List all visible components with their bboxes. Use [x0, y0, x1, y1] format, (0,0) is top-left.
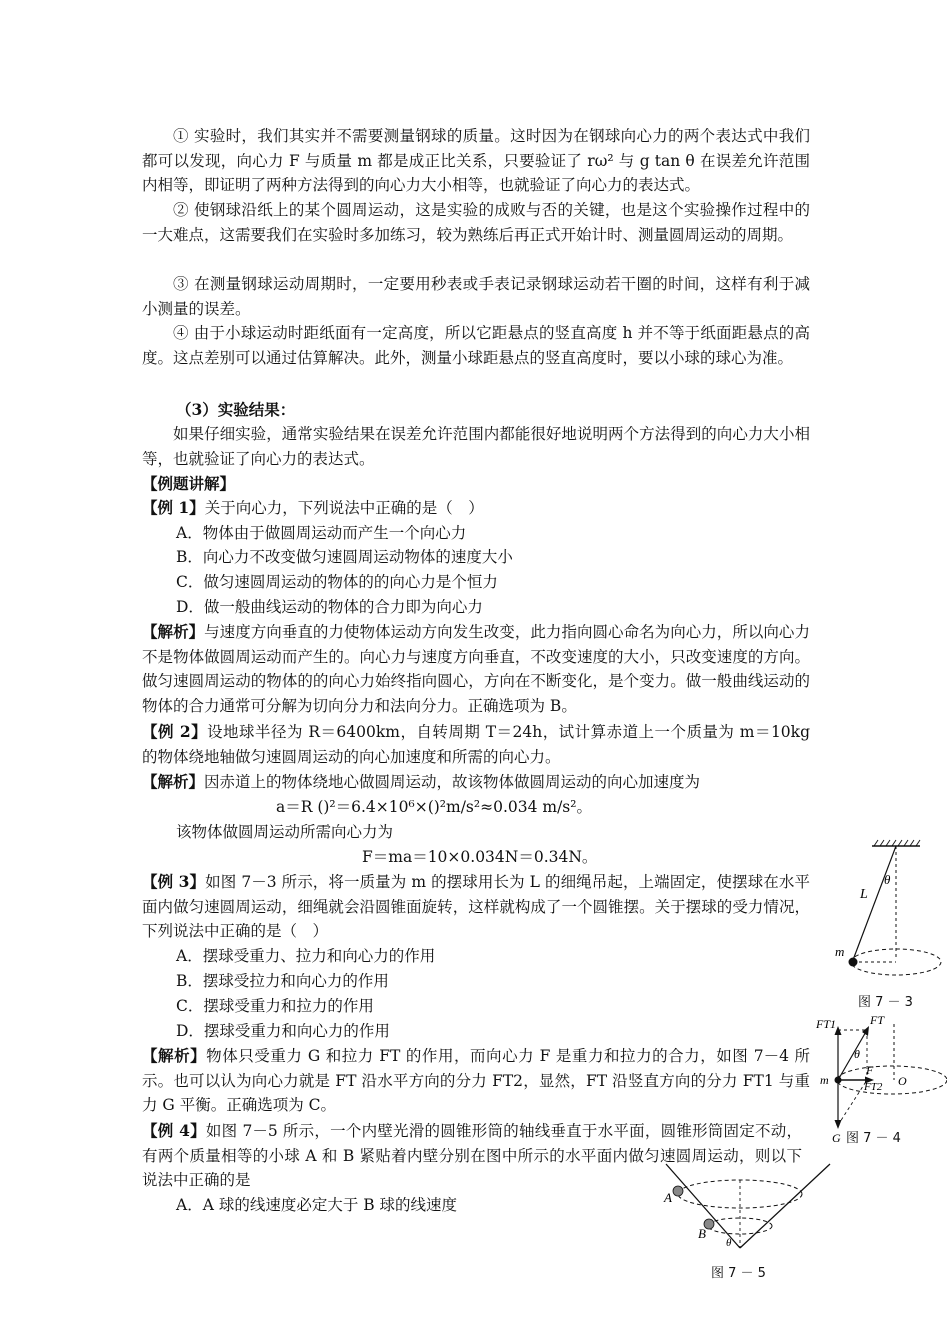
example-1-analysis-text: 与速度方向垂直的力使物体运动方向发生改变，此力指向圆心命名为向心力，所以向心力不是物体做圆周运动而产生的。向心力与速度方向垂直，不改变速度的大小，只改变速度的方向。做匀速圆周运动的物体的的向心力始终指向圆心，方向在不断变化，是个变力。做一般曲线运动的物体的合力通常可分解为切向分力和法向分力。正确选项为 B。 [142, 623, 810, 715]
example-2-label: 【例 2】 [142, 722, 208, 741]
example-1-option-b: B．向心力不改变做匀速圆周运动物体的速度大小 [176, 548, 513, 566]
example-2-formula-acceleration: a＝R ()²＝6.4×10⁶×()²m/s²≈0.034 m/s²。 [276, 798, 592, 816]
example-1-option-c: C．做匀速圆周运动的物体的的向心力是个恒力 [176, 573, 498, 591]
example-3-text: 如图 7－3 所示，将一质量为 m 的摆球用长为 L 的细绳吊起，上端固定，使摆球在水平面内做匀速圆周运动，细绳就会沿圆锥面旋转，这样就构成了一个圆锥摆。关于摆球的受力情况，下列说法中正确的是（ ） [142, 873, 810, 941]
example-2-text: 设地球半径为 R＝6400km，自转周期 T＝24h，试计算赤道上一个质量为 m＝10kg 的物体绕地轴做匀速圆周运动的向心加速度和所需的向心力。 [142, 723, 810, 766]
example-1-label: 【例 1】 [142, 498, 205, 517]
figure-7-4-f-label: F [866, 1063, 874, 1077]
figure-7-4-mass-label: m [820, 1073, 829, 1087]
figure-7-5-cone [660, 1158, 835, 1258]
note-4: ④ 由于小球运动时距纸面有一定高度，所以它距悬点的竖直高度 h 并不等于纸面距悬点的高度。这点差别可以通过估算解决。此外，测量小球距悬点的竖直高度时，要以小球的球心为准。 [142, 324, 810, 367]
example-4-label: 【例 4】 [142, 1121, 206, 1140]
example-1-option-d: D．做一般曲线运动的物体的合力即为向心力 [176, 598, 483, 616]
note-3: ③ 在测量钢球运动周期时，一定要用秒表或手表记录钢球运动若干圈的时间，这样有利于减小测量的误差。 [142, 275, 810, 318]
figure-7-3-mass-label: m [835, 944, 845, 959]
figure-7-5-ball-b-label: B [698, 1226, 706, 1241]
note-1: ① 实验时，我们其实并不需要测量钢球的质量。这时因为在钢球向心力的两个表达式中我们都可以发现，向心力 F 与质量 m 都是成正比关系，只要验证了 rω² 与 g tan θ 在误差允许范围内相等，即证明了两种方法得到的向心力大小相等，也就验证了向心力的表达式。 [142, 127, 810, 195]
example-1-question [142, 496, 810, 521]
example-1-option-a: A．物体由于做圆周运动而产生一个向心力 [176, 524, 467, 542]
figure-7-4-caption: 图 7 － 4 [846, 1131, 901, 1146]
example-2-analysis [142, 770, 810, 795]
figure-7-5-caption: 图 7 － 5 [711, 1266, 766, 1281]
example-3-analysis-label: 【解析】 [142, 1046, 207, 1065]
result-heading: （3）实验结果： [176, 400, 296, 419]
example-4-option-a: A．A 球的线速度必定大于 B 球的线速度 [176, 1196, 458, 1214]
example-2-analysis-text: 因赤道上的物体绕地心做圆周运动，故该物体做圆周运动的向心加速度为 [204, 773, 701, 791]
example-2-analysis-label: 【解析】 [142, 772, 205, 791]
example-3-option-d: D．摆球受重力和向心力的作用 [176, 1022, 390, 1040]
figure-7-4-force-diagram [812, 1010, 947, 1145]
example-3-option-a: A．摆球受重力、拉力和向心力的作用 [176, 947, 436, 965]
example-1-text: 关于向心力，下列说法中正确的是（ ） [204, 499, 484, 517]
figure-7-4-gravity-label: G [832, 1131, 841, 1145]
example-3-label: 【例 3】 [142, 872, 206, 891]
figure-7-5-theta-label: θ [726, 1237, 732, 1249]
examples-heading: 【例题讲解】 [142, 474, 236, 493]
figure-7-4-ft1-label: FT1 [816, 1017, 837, 1031]
figure-7-3-conical-pendulum [820, 832, 945, 987]
example-3-analysis-text: 物体只受重力 G 和拉力 FT 的作用，而向心力 F 是重力和拉力的合力，如图 7－4 所示。也可以认为向心力就是 FT 沿水平方向的分力 FT2，显然，FT 沿竖直方向的分力 FT1 与重力 G 平衡。正确选项为 C。 [142, 1047, 810, 1115]
example-1-analysis-label: 【解析】 [142, 622, 205, 641]
figure-7-4-ft-label: FT [870, 1013, 885, 1027]
figure-7-4-theta-label: θ [854, 1047, 860, 1061]
example-3-analysis [142, 1044, 810, 1118]
figure-7-3-length-label: L [860, 887, 868, 902]
figure-7-3-caption: 图 7 － 3 [858, 995, 913, 1010]
example-3-option-b: B．摆球受拉力和向心力的作用 [176, 972, 389, 990]
figure-7-4-center-label: O [898, 1074, 907, 1088]
example-2-force-intro: 该物体做圆周运动所需向心力为 [176, 823, 394, 841]
figure-7-4-ft2-label: FT2 [864, 1081, 883, 1093]
example-2-formula-force: F＝ma＝10×0.034N＝0.34N。 [362, 848, 598, 866]
result-text: 如果仔细实验，通常实验结果在误差允许范围内都能很好地说明两个方法得到的向心力大小相等，也就验证了向心力的表达式。 [142, 425, 810, 468]
example-2-question [142, 720, 810, 769]
figure-7-3-theta-label: θ [884, 872, 891, 887]
note-2: ② 使钢球沿纸上的某个圆周运动，这是实验的成败与否的关键，也是这个实验操作过程中的一大难点，这需要我们在实验时多加练习，较为熟练后再正式开始计时、测量圆周运动的周期。 [142, 201, 810, 244]
example-1-analysis [142, 620, 810, 718]
example-4-text: 如图 7－5 所示，一个内壁光滑的圆锥形筒的轴线垂直于水平面，圆锥形筒固定不动，有两个质量相等的小球 A 和 B 紧贴着内壁分别在图中所示的水平面内做匀速圆周运动，则以下说法中正确的是 [142, 1122, 802, 1190]
figure-7-5-ball-a-label: A [664, 1190, 672, 1205]
example-3-question [142, 870, 810, 944]
example-3-option-c: C．摆球受重力和拉力的作用 [176, 997, 374, 1015]
